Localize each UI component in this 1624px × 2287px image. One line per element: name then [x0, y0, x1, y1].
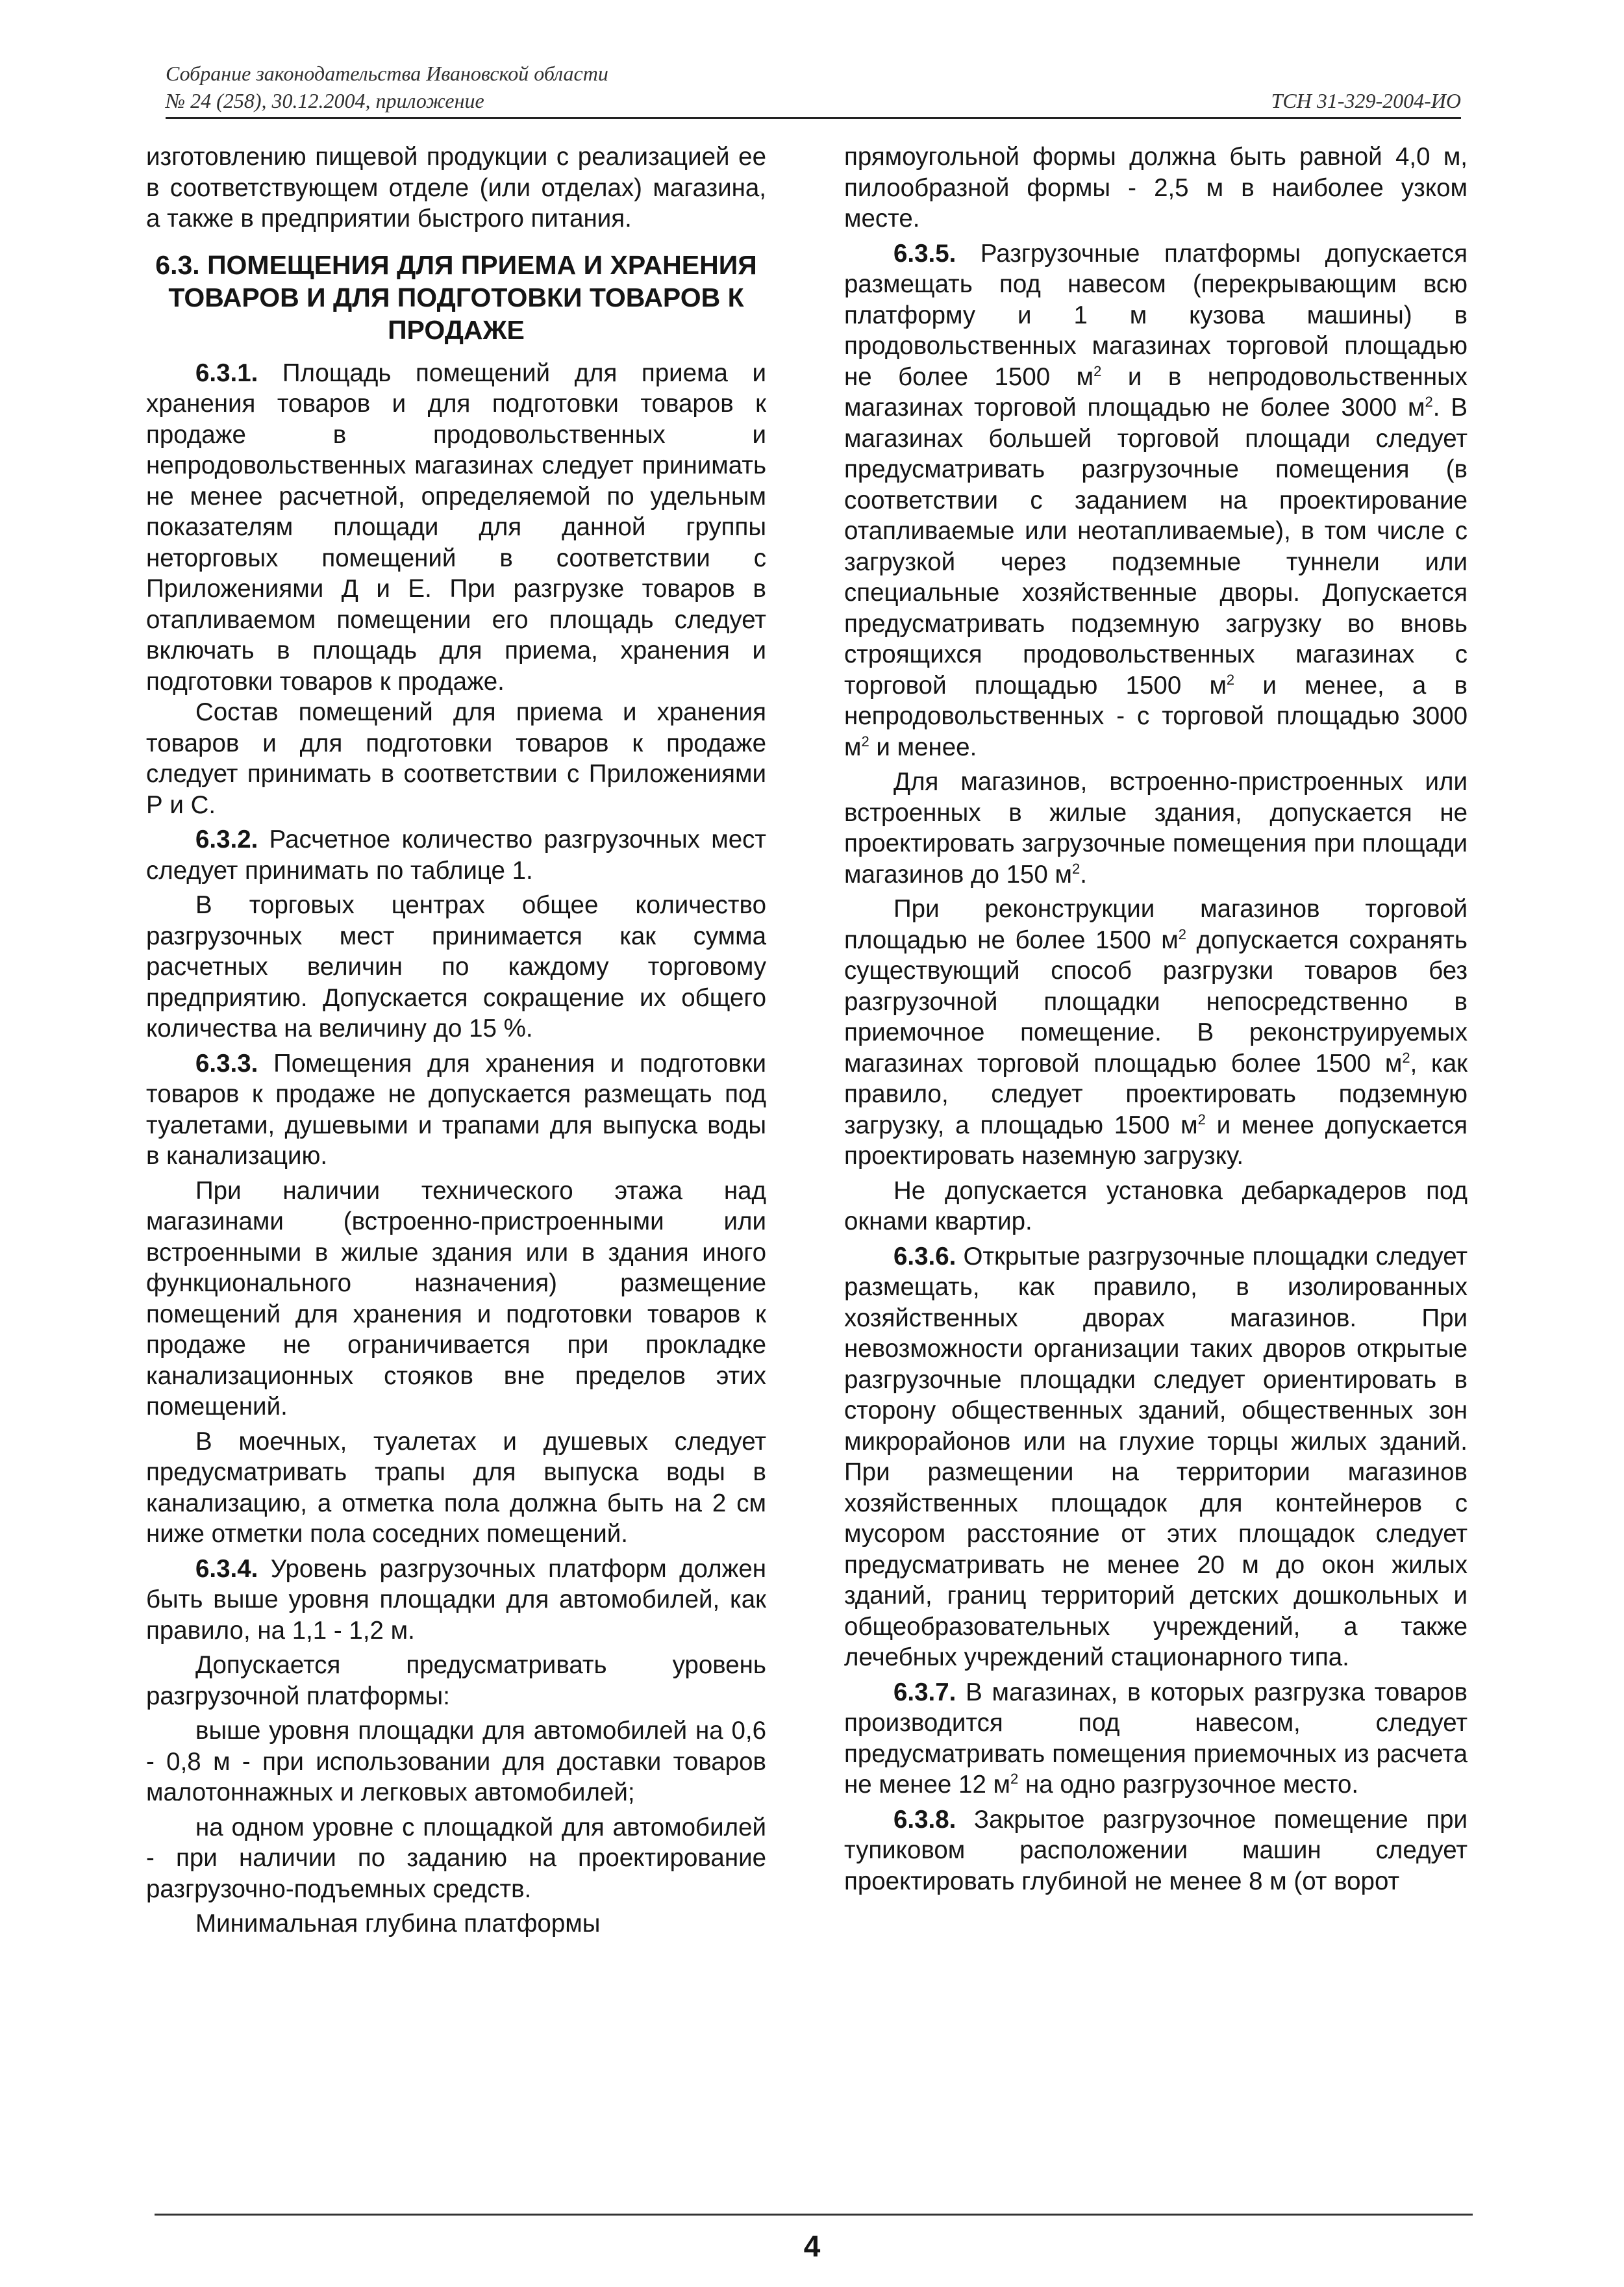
superscript: 2 [1197, 1111, 1206, 1128]
paragraph-trade-centers: В торговых центрах общее количество разгрузочных мест принимается как сумма расчетных величин по каждому торговому предприятию. Допускается сокращение их общего количества на величину до 15 %. [146, 891, 766, 1042]
header-issue-info: № 24 (258), 30.12.2004, приложение [166, 89, 484, 112]
header-rule [166, 117, 1461, 119]
paragraph-text: . В магазинах большей торговой площади следует предусматривать разгрузочные помещения (в соответствии с заданием на проектирование отапливаемые или неотапливаемые), в том числе с загрузкой через подземные туннели или специальные хозяйственные дворы. Допускается предусматривать подземную загрузку во вновь строящихся продовольственных магазинах с торговой площадью 1500 м [844, 394, 1468, 700]
paragraph-6-3-5 [844, 238, 1468, 763]
paragraph-text: Разгрузочные платформы допускается размещать под навесом (перекрывающим всю платформу и 1 м кузова машины) в продовольственных магазинах торговой площадью не более 1500 м [844, 239, 1468, 391]
section-heading: 6.3. ПОМЕЩЕНИЯ ДЛЯ ПРИЕМА И ХРАНЕНИЯ ТОВАРОВ И ДЛЯ ПОДГОТОВКИ ТОВАРОВ К ПРОДАЖЕ [155, 249, 757, 345]
superscript: 2 [1402, 1049, 1410, 1066]
paragraph-text: Для магазинов, встроенно-пристроенных или встроенных в жилые здания, допускается не проектировать загрузочные помещения при площади магазинов до 150 м [844, 768, 1468, 889]
paragraph-text: и в непродовольственных магазинах торговой площадью не более 3000 м [844, 362, 1468, 422]
page-number: 4 [803, 2229, 821, 2263]
right-column [844, 142, 1468, 1897]
footer-rule [155, 2214, 1473, 2216]
paragraph-same-level: на одном уровне с площадкой для автомобилей - при наличии по заданию на проектирование разгрузочно-подъемных средств. [146, 1813, 766, 1903]
paragraph-allowed-level: Допускается предусматривать уровень разгрузочной платформы: [146, 1651, 766, 1710]
clause-number: 6.3.8. [893, 1805, 956, 1834]
paragraph-text: Помещения для хранения и подготовки товаров к продаже не допускается размещать под туалетами, душевыми и трапами для выпуска воды в канализацию. [146, 1049, 766, 1170]
paragraph-continuation: изготовлению пищевой продукции с реализацией ее в соответствующем отделе (или отделах) магазина, а также в предприятии быстрого питания. [146, 143, 766, 233]
paragraph-text: и менее. [869, 733, 977, 761]
running-header [166, 60, 1461, 120]
superscript: 2 [1226, 671, 1235, 688]
paragraph-above-level: выше уровня площадки для автомобилей на 0,6 - 0,8 м - при использовании для доставки товаров малотоннажных и легковых автомобилей; [146, 1717, 766, 1806]
paragraph-min-depth: Минимальная глубина платформы [195, 1910, 601, 1938]
clause-number: 6.3.4. [195, 1554, 258, 1583]
paragraph-text: Закрытое разгрузочное помещение при тупиковом расположении машин следует проектировать глубиной не менее 8 м (от ворот [844, 1805, 1468, 1895]
paragraph-reconstruction [844, 894, 1468, 1172]
paragraph-6-3-3 [146, 1048, 766, 1172]
paragraph-text: Открытые разгрузочные площадки следует размещать, как правило, в изолированных хозяйственных дворах магазинов. При невозможности организации таких дворов открытые разгрузочные площадки следует ориентировать в сторону общественных зданий, общественных зон микрорайонов или на глухие торцы жилых зданий. При размещении на территории магазинов хозяйственных площадок для контейнеров с мусором расстояние от этих площадок следует предусматривать не менее 20 м до окон жилых зданий, границ территорий детских дошкольных и общеобразовательных учреждений, а также лечебных учреждений стационарного типа. [844, 1242, 1468, 1671]
paragraph-text: При реконструкции магазинов торговой площадью не более 1500 м [844, 895, 1468, 954]
paragraph-6-3-6 [844, 1241, 1468, 1673]
paragraph-text: на одно разгрузочное место. [1018, 1771, 1359, 1799]
clause-number: 6.3.7. [893, 1678, 956, 1706]
header-collection-title: Собрание законодательства Ивановской области [166, 62, 608, 85]
paragraph-technical-floor: При наличии технического этажа над магазинами (встроенно-пристроенными или встроенными в жилые здания или в здания иного функционального назначения) размещение помещений для хранения и подготовки товаров к продаже не ограничивается при прокладке канализационных стояков вне пределов этих помещений. [146, 1176, 766, 1421]
clause-number: 6.3.3. [195, 1049, 258, 1078]
paragraph-no-docks: Не допускается установка дебаркадеров под окнами квартир. [844, 1176, 1468, 1235]
superscript: 2 [861, 733, 869, 750]
paragraph-6-3-7 [844, 1677, 1468, 1801]
clause-number: 6.3.5. [893, 239, 956, 268]
superscript: 2 [1093, 362, 1102, 379]
paragraph-6-3-8 [844, 1804, 1468, 1897]
paragraph-text: . [1080, 860, 1087, 889]
paragraph-text: и менее допускается проектировать наземную загрузку. [844, 1111, 1468, 1170]
paragraph-6-3-4 [146, 1554, 766, 1647]
left-column [146, 142, 766, 1940]
paragraph-text: В магазинах, в которых разгрузка товаров производится под навесом, следует предусматривать помещения приемочных из расчета не менее 12 м [844, 1678, 1468, 1799]
header-document-code: ТСН 31-329-2004-ИО [1271, 89, 1461, 112]
superscript: 2 [1178, 926, 1186, 942]
paragraph-washrooms: В моечных, туалетах и душевых следует предусматривать трапы для выпуска воды в канализацию, а отметка пола должна быть на 2 см ниже отметки пола соседних помещений. [146, 1427, 766, 1548]
superscript: 2 [1425, 394, 1433, 411]
paragraph-continuation: прямоугольной формы должна быть равной 4,0 м, пилообразной формы - 2,5 м в наиболее узком месте. [844, 143, 1468, 233]
paragraph-built-in-stores [844, 766, 1468, 890]
paragraph-composition: Состав помещений для приема и хранения товаров и для подготовки товаров к продаже следует принимать в соответствии с Приложениями Р и С. [146, 698, 766, 819]
superscript: 2 [1072, 860, 1081, 877]
paragraph-text: Расчетное количество разгрузочных мест следует принимать по таблице 1. [146, 826, 766, 885]
superscript: 2 [1010, 1771, 1019, 1788]
paragraph-6-3-2 [146, 824, 766, 886]
paragraph-6-3-1 [146, 358, 766, 698]
paragraph-text: и менее, а в непродовольственных - с торговой площадью 3000 м [844, 671, 1468, 761]
paragraph-text: Уровень разгрузочных платформ должен быть выше уровня площадки для автомобилей, как правило, на 1,1 - 1,2 м. [146, 1554, 766, 1645]
clause-number: 6.3.6. [893, 1242, 956, 1270]
paragraph-text: допускается сохранять существующий способ разгрузки товаров без разгрузочной площадки непосредственно в приемочное помещение. В реконструируемых магазинах торговой площадью более 1500 м [844, 926, 1468, 1078]
clause-number: 6.3.2. [195, 826, 258, 853]
clause-number: 6.3.1. [195, 359, 258, 387]
paragraph-text: Площадь помещений для приема и хранения товаров и для подготовки товаров к продаже в продовольственных и непродовольственных магазинах следует принимать не менее расчетной, определяемой по удельным показателям площади для данной группы неторговых помещений в соответствии с Приложениями Д и Е. При разгрузке товаров в отапливаемом помещении его площадь следует включать в площадь для приема, хранения и подготовки товаров к продаже. [146, 359, 766, 696]
paragraph-text: , как правило, следует проектировать подземную загрузку, а площадью 1500 м [844, 1049, 1468, 1139]
